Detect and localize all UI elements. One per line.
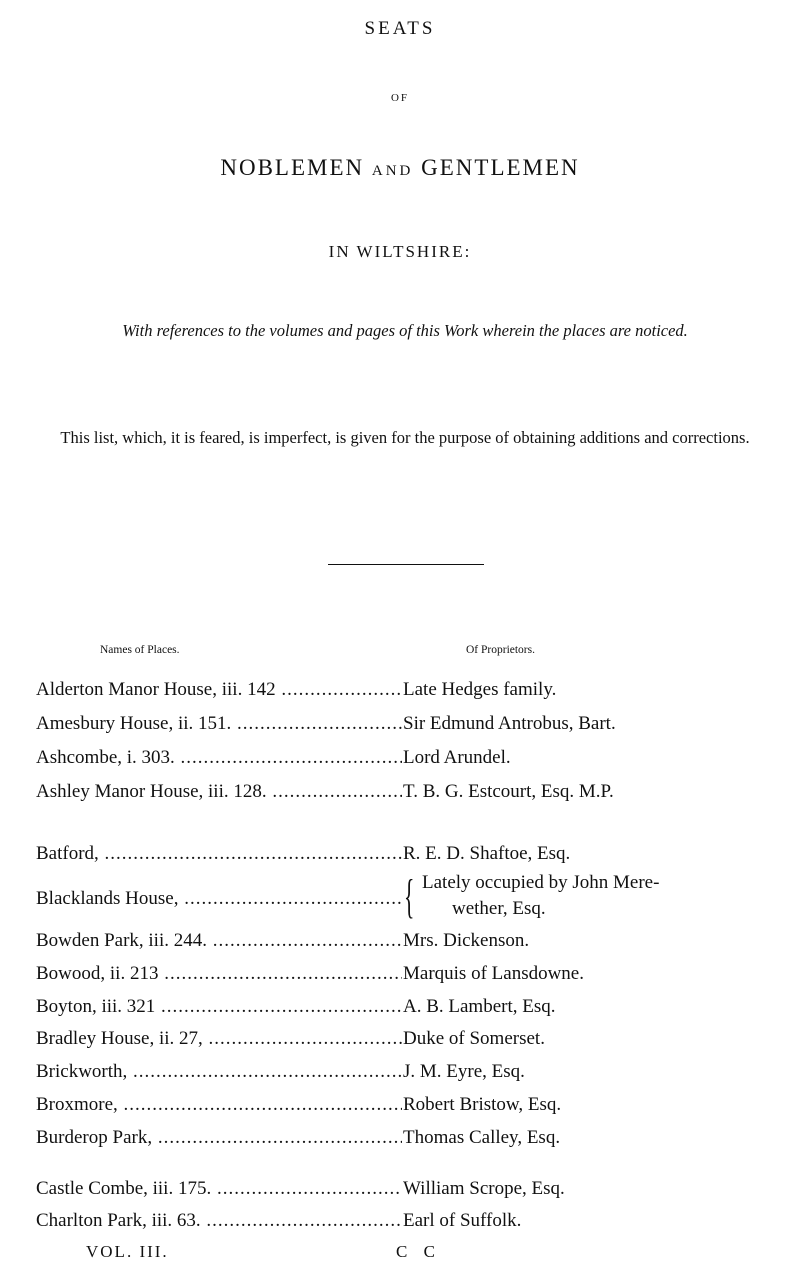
title-and: AND [371,163,414,179]
list-item [36,924,776,958]
list-item [36,1022,776,1056]
place-name: Ashcombe, i. 303. ..... [36,741,402,775]
title-noblemen: NOBLEMEN [220,155,365,180]
list-item [36,990,776,1024]
list-item [36,1121,776,1155]
proprietor-name: J. M. Eyre, Esq. [402,1055,525,1089]
place-name: Batford, ..... [36,837,402,871]
list-item [36,870,776,928]
page-title: SEATS [364,18,436,39]
title-of: OF [390,92,410,104]
proprietor-name: Duke of Somerset. [402,1022,545,1056]
place-name: Ashley Manor House, iii. 128. ..... [36,775,402,809]
proprietor-name: Late Hedges family. [402,673,556,707]
proprietor-line-1: Lately occupied by John Mere- [422,872,660,893]
column-header-places: Names of Places. [100,644,180,656]
proprietor-name [422,870,782,922]
list-item [36,673,776,707]
list-item [36,1172,776,1206]
list-item [36,1055,776,1089]
footer-signature: C C [396,1242,441,1261]
list-note: This list, which, it is feared, is imperfect, is given for the purpose of obtaining additions and corrections. [60,428,750,447]
list-item [36,707,776,741]
proprietor-name: William Scrope, Esq. [402,1172,565,1206]
divider-rule [328,564,484,565]
proprietor-name: Thomas Calley, Esq. [402,1121,560,1155]
column-header-proprietors: Of Proprietors. [466,644,535,656]
place-name: Amesbury House, ii. 151. ..... [36,707,402,741]
place-name: Brickworth, ..... [36,1055,402,1089]
proprietor-name: R. E. D. Shaftoe, Esq. [402,837,570,871]
title-in-wiltshire: IN WILTSHIRE: [328,242,472,261]
proprietor-line-2: wether, Esq. [452,898,546,919]
place-name: Bradley House, ii. 27, ..... [36,1022,402,1056]
place-name: Broxmore, ..... [36,1088,402,1122]
title-gentlemen: GENTLEMEN [421,155,580,180]
brace-icon: { [404,870,415,923]
references-note: With references to the volumes and pages of this Work wherein the places are noticed. [122,321,688,340]
proprietor-name: Robert Bristow, Esq. [402,1088,561,1122]
list-item [36,1088,776,1122]
place-name: Charlton Park, iii. 63. ..... [36,1204,402,1238]
proprietor-name: Sir Edmund Antrobus, Bart. [402,707,616,741]
place-name: Bowden Park, iii. 244. ..... [36,924,402,958]
place-name: Castle Combe, iii. 175. ..... [36,1172,402,1206]
place-name: Burderop Park, ..... [36,1121,402,1155]
list-item [36,775,776,809]
proprietor-name: T. B. G. Estcourt, Esq. M.P. [402,775,614,809]
list-item [36,1204,776,1238]
footer-volume: VOL. III. [86,1242,169,1261]
place-name: Blacklands House, ..... [36,882,402,916]
place-name: Alderton Manor House, iii. 142 ..... [36,673,402,707]
list-item [36,741,776,775]
proprietor-name: Lord Arundel. [402,741,511,775]
place-name: Boyton, iii. 321 ..... [36,990,402,1024]
title-noblemen-and-gentlemen [0,155,800,181]
proprietor-name: Earl of Suffolk. [402,1204,521,1238]
proprietor-name: Marquis of Lansdowne. [402,957,584,991]
list-item [36,837,776,871]
list-item [36,957,776,991]
place-name: Bowood, ii. 213 ..... [36,957,402,991]
proprietor-name: A. B. Lambert, Esq. [402,990,556,1024]
proprietor-name: Mrs. Dickenson. [402,924,529,958]
